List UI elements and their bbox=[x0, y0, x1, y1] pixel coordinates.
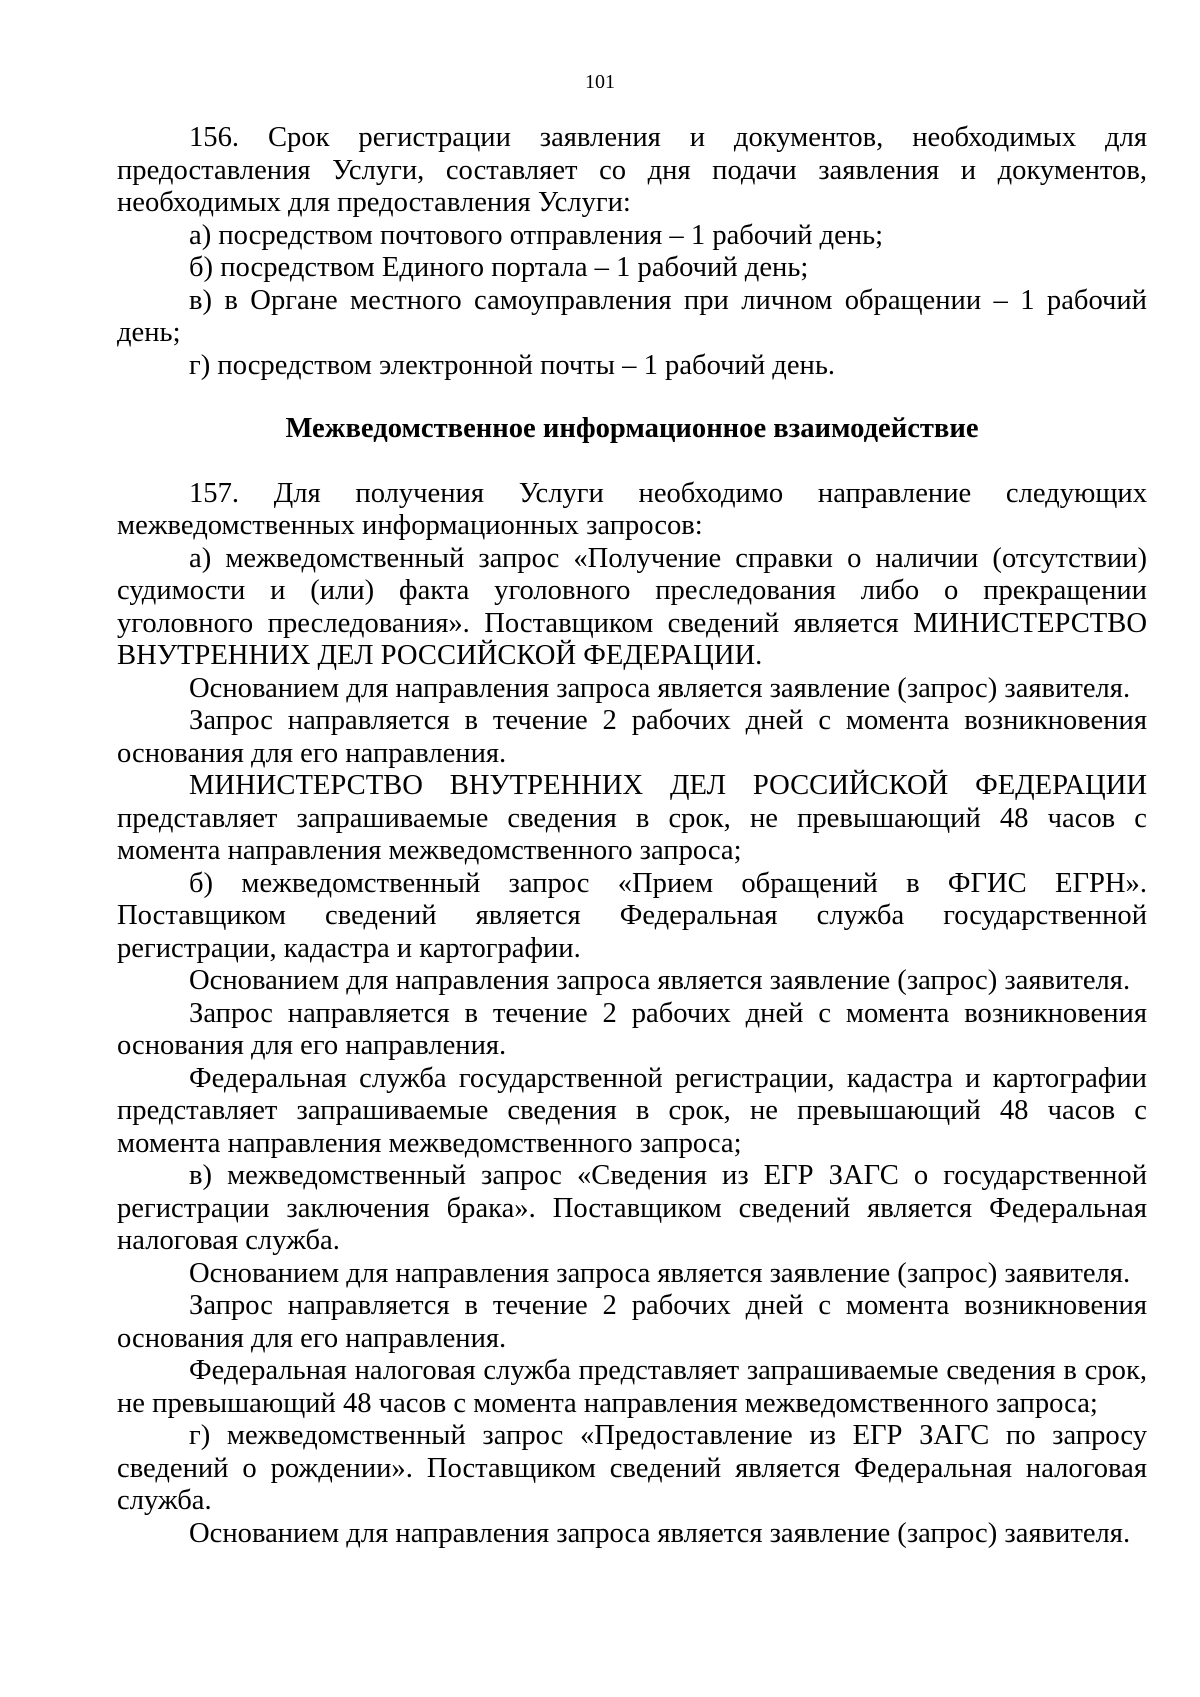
paragraph-157-g-request: г) межведомственный запрос «Предоставление из ЕГР ЗАГС по запросу сведений о рождении». Поставщиком сведений является Федеральная налоговая служба. bbox=[117, 1420, 1147, 1516]
paragraph-157-b-basis: Основанием для направления запроса является заявление (запрос) заявителя. bbox=[189, 965, 1131, 996]
section-heading: Межведомственное информационное взаимодействие bbox=[285, 413, 979, 444]
paragraph-156-item-v: в) в Органе местного самоуправления при личном обращении – 1 рабочий день; bbox=[117, 284, 1147, 348]
paragraph-157-v-timing: Запрос направляется в течение 2 рабочих дней с момента возникновения основания для его направления. bbox=[117, 1290, 1147, 1354]
paragraph-157-v-response: Федеральная налоговая служба представляет запрашиваемые сведения в срок, не превышающий 48 часов с момента направления межведомственного запроса; bbox=[117, 1355, 1147, 1419]
paragraph-156-intro: 156. Срок регистрации заявления и документов, необходимых для предоставления Услуги, составляет со дня подачи заявления и документов, необходимых для предоставления Услуги: bbox=[117, 122, 1147, 218]
paragraph-157-g-basis: Основанием для направления запроса является заявление (запрос) заявителя. bbox=[189, 1517, 1131, 1549]
paragraph-157-b-response: Федеральная служба государственной регистрации, кадастра и картографии представляет запрашиваемые сведения в срок, не превышающий 48 часов с момента направления межведомственного запроса; bbox=[117, 1062, 1147, 1159]
paragraph-157-v-request: в) межведомственный запрос «Сведения из ЕГР ЗАГС о государственной регистрации заключения брака». Поставщиком сведений является Федеральная налоговая служба. bbox=[117, 1160, 1147, 1256]
paragraph-157-v-basis: Основанием для направления запроса является заявление (запрос) заявителя. bbox=[189, 1257, 1131, 1289]
paragraph-157-a-basis: Основанием для направления запроса является заявление (запрос) заявителя. bbox=[189, 672, 1131, 704]
paragraph-156-item-g: г) посредством электронной почты – 1 рабочий день. bbox=[189, 349, 836, 381]
paragraph-157-a-request: а) межведомственный запрос «Получение справки о наличии (отсутствии) судимости и (или) факта уголовного преследования либо о прекращении уголовного преследования». Поставщиком сведений является МИНИСТЕРСТВО ВНУТРЕННИХ ДЕЛ РОССИЙСКОЙ ФЕДЕРАЦИИ. bbox=[117, 542, 1147, 671]
paragraph-156-item-b: б) посредством Единого портала – 1 рабочий день; bbox=[189, 252, 809, 283]
paragraph-156-item-a: а) посредством почтового отправления – 1 рабочий день; bbox=[189, 219, 884, 251]
paragraph-157-a-timing: Запрос направляется в течение 2 рабочих дней с момента возникновения основания для его направления. bbox=[117, 705, 1147, 769]
paragraph-157-b-request: б) межведомственный запрос «Прием обращений в ФГИС ЕГРН». Поставщиком сведений является Федеральная служба государственной регистрации, кадастра и картографии. bbox=[117, 867, 1147, 964]
paragraph-157-b-timing: Запрос направляется в течение 2 рабочих дней с момента возникновения основания для его направления. bbox=[117, 997, 1147, 1061]
document-body bbox=[117, 122, 1147, 1550]
paragraph-157-a-response: МИНИСТЕРСТВО ВНУТРЕННИХ ДЕЛ РОССИЙСКОЙ ФЕДЕРАЦИИ представляет запрашиваемые сведения в срок, не превышающий 48 часов с момента направления межведомственного запроса; bbox=[117, 770, 1147, 866]
page-number: 101 bbox=[585, 71, 615, 93]
paragraph-157-intro: 157. Для получения Услуги необходимо направление следующих межведомственных информационных запросов: bbox=[117, 477, 1147, 541]
